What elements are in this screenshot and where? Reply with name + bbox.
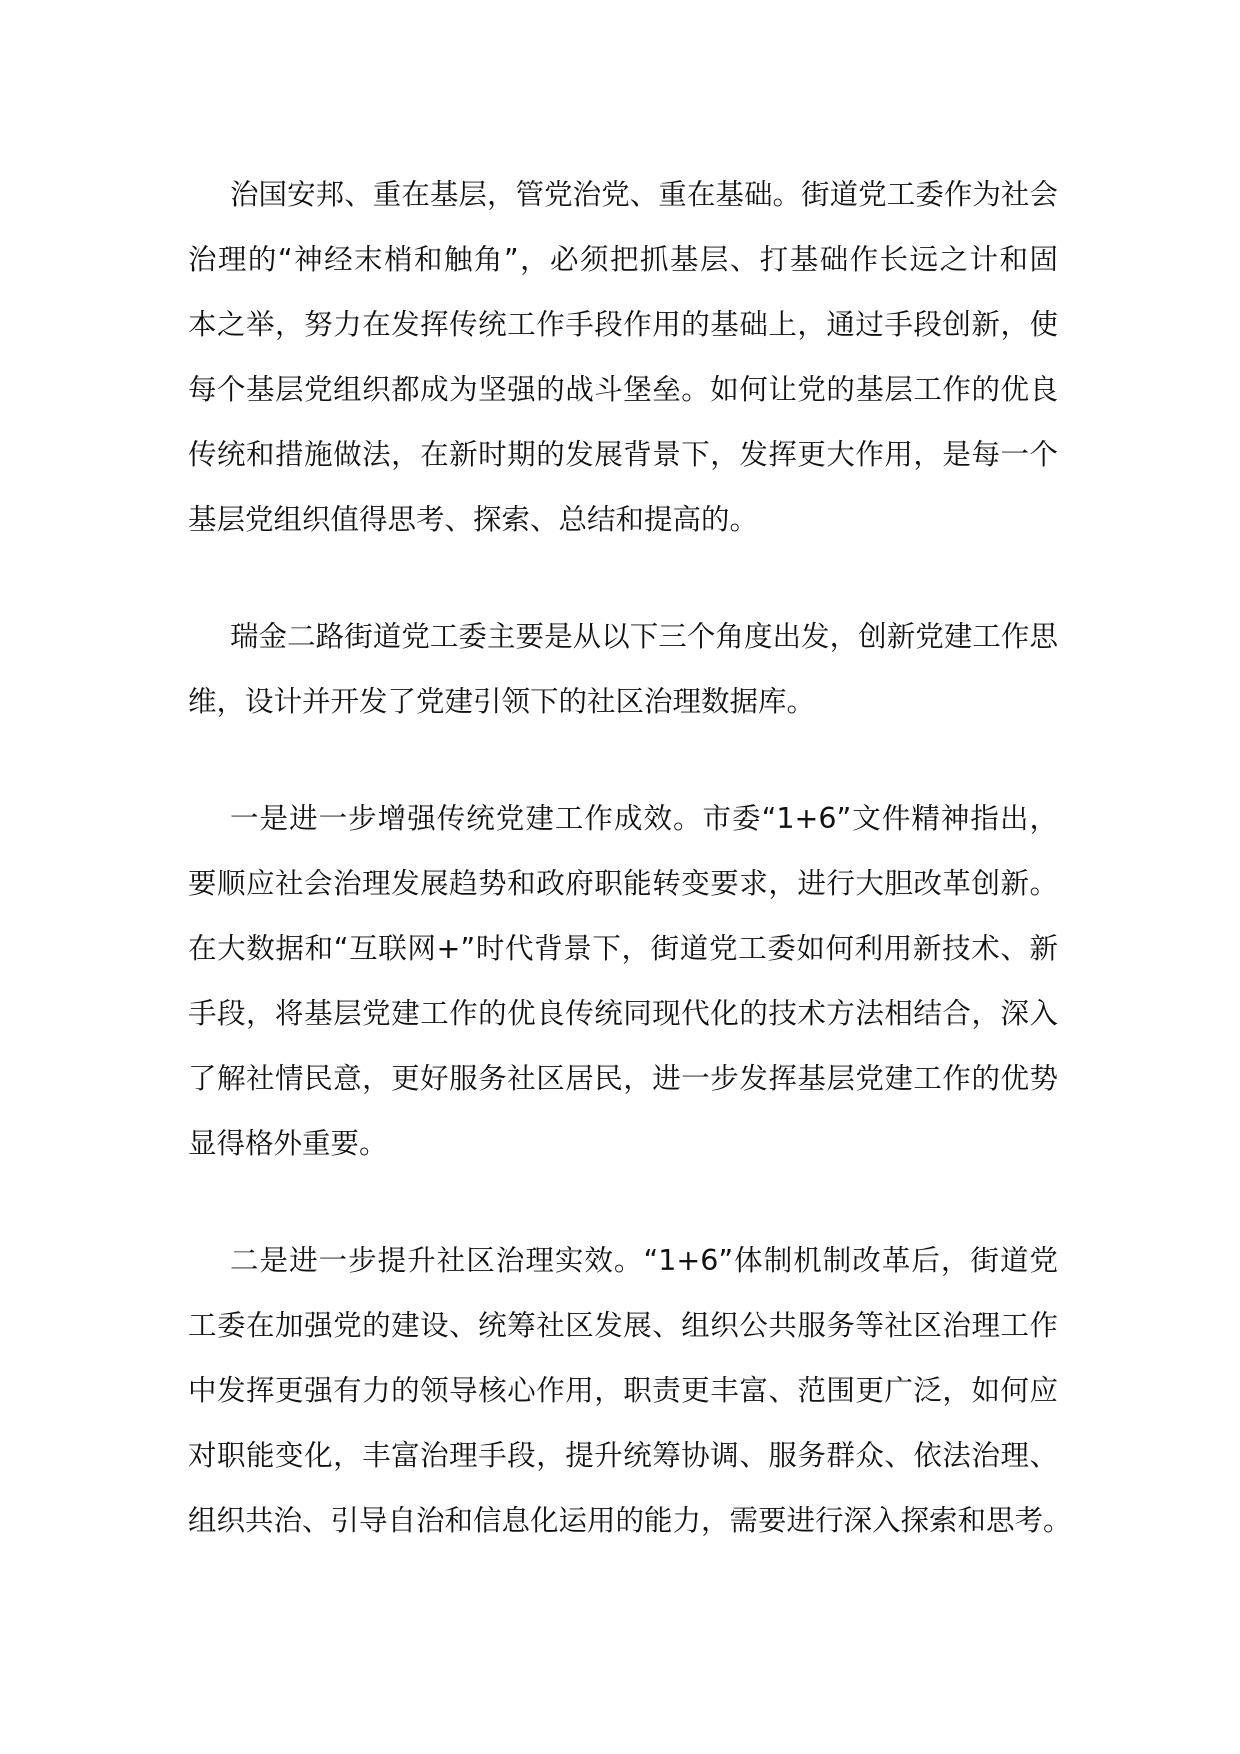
text-line: 维，设计并开发了党建引领下的社区治理数据库。 bbox=[188, 685, 816, 718]
text-line: 显得格外重要。 bbox=[188, 1127, 388, 1160]
text-line: 要顺应社会治理发展趋势和政府职能转变要求，进行大胆改革创新。 bbox=[188, 867, 1058, 900]
text-line: 组织共治、引导自治和信息化运用的能力，需要进行深入探索和思考。 bbox=[188, 1504, 1072, 1537]
text-line: 对职能变化，丰富治理手段，提升统筹协调、服务群众、依法治理、 bbox=[188, 1439, 1058, 1472]
text-line: 瑞金二路街道党工委主要是从以下三个角度出发，创新党建工作思 bbox=[230, 620, 1058, 653]
text-line: 一是进一步增强传统党建工作成效。市委“1+6”文件精神指出， bbox=[230, 802, 1058, 835]
text-line: 二是进一步提升社区治理实效。“1+6”体制机制改革后，街道党 bbox=[230, 1244, 1058, 1277]
text-line: 治国安邦、重在基层，管党治党、重在基础。街道党工委作为社会 bbox=[230, 178, 1058, 211]
text-line: 治理的“神经末梢和触角”，必须把抓基层、打基础作长远之计和固 bbox=[188, 243, 1058, 276]
document-body bbox=[188, 162, 1072, 1605]
text-line: 中发挥更强有力的领导核心作用，职责更丰富、范围更广泛，如何应 bbox=[188, 1374, 1058, 1407]
text-line: 了解社情民意，更好服务社区居民，进一步发挥基层党建工作的优势 bbox=[188, 1062, 1058, 1095]
text-line: 手段，将基层党建工作的优良传统同现代化的技术方法相结合，深入 bbox=[188, 997, 1058, 1030]
paragraph-1 bbox=[188, 162, 1058, 552]
text-line: 工委在加强党的建设、统筹社区发展、组织公共服务等社区治理工作 bbox=[188, 1309, 1058, 1342]
paragraph-2 bbox=[188, 604, 1058, 734]
text-line: 基层党组织值得思考、探索、总结和提高的。 bbox=[188, 503, 759, 536]
paragraph-4 bbox=[188, 1228, 1072, 1553]
text-line: 本之举，努力在发挥传统工作手段作用的基础上，通过手段创新，使 bbox=[188, 308, 1058, 341]
paragraph-3 bbox=[188, 786, 1058, 1176]
text-line: 在大数据和“互联网+”时代背景下，街道党工委如何利用新技术、新 bbox=[188, 932, 1058, 965]
text-line: 传统和措施做法，在新时期的发展背景下，发挥更大作用，是每一个 bbox=[188, 438, 1058, 471]
text-line: 每个基层党组织都成为坚强的战斗堡垒。如何让党的基层工作的优良 bbox=[188, 373, 1058, 406]
